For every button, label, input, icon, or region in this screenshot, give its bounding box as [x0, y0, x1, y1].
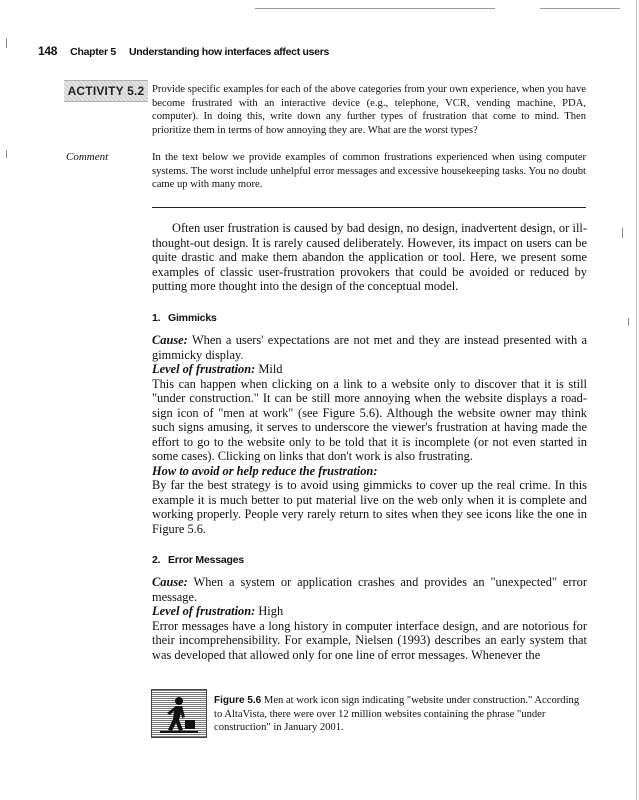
men-at-work-icon [151, 689, 207, 738]
margin-tick [6, 38, 7, 48]
margin-tick [6, 150, 7, 158]
cause-line [152, 575, 587, 604]
comment-label: Comment [66, 151, 109, 163]
section-heading-gimmicks [152, 312, 217, 324]
figure-caption [214, 694, 586, 735]
chapter-label: Chapter 5 [70, 46, 116, 58]
level-line [152, 604, 587, 619]
chapter-title: Understanding how interfaces affect users [128, 46, 330, 58]
how-to-avoid-text: By far the best strategy is to avoid using gimmicks to cover up the real crime. In this example it is much better to put material live on the web only when it is complete and working properly. People very rarely return to sites when they see icons like the one in Figure 5.6. [152, 478, 587, 536]
intro-paragraph: Often user frustration is caused by bad design, no design, inadvertent design, or ill-thought-out design. It is rarely caused deliberately. However, its impact on users can be quite drastic and make them abandon the application or tool. Here, we present some examples of classic user-frustration provokers that could be avoided or reduced by putting more thought into the design of the conceptual model. [152, 221, 587, 293]
section-paragraph: Error messages have a long history in computer interface design, and are notorious for their incomprehensibility. For example, Nielsen (1993) describes an early system that was developed that allowed only for one line of error messages. Whenever the [152, 618, 587, 662]
page-number: 148 [38, 44, 58, 58]
comment-text: In the text below we provide examples of common frustrations experienced when using computer systems. The worst include unhelpful error messages and excessive housekeeping tasks. You no doubt came up with many more. [152, 152, 586, 191]
margin-tick [622, 228, 623, 238]
top-scan-line-right [540, 8, 620, 9]
cause-text: When a system or application crashes and provides an "unexpected" error message. [152, 575, 588, 604]
section-number: 2. [152, 554, 161, 566]
activity-text: Provide specific examples for each of the above categories from your own experience, when you have become frustrated with an interactive device (e.g., telephone, VCR, vending machine, PDA, computer). In doing this, write down any further types of frustration that come to mind. Then prioritize them in terms of how annoying they are. What are the worst types? [152, 84, 586, 136]
cause-label: Cause: [152, 333, 188, 347]
right-scan-edge [636, 0, 637, 800]
men-at-work-graphic [152, 690, 206, 737]
cause-text: When a users' expectations are not met and they are instead presented with a gimmicky display. [152, 333, 588, 362]
section-title: Error Messages [168, 554, 244, 566]
comment-divider [152, 207, 586, 208]
section-body-gimmicks [152, 333, 587, 536]
level-value: High [258, 604, 284, 618]
running-header [38, 44, 329, 58]
cause-line [152, 333, 587, 362]
cause-label: Cause: [152, 575, 188, 589]
section-paragraph: This can happen when clicking on a link to a website only to discover that it is still "under construction." It can be still more annoying when the website displays a road-sign icon of "men at work" (see Figure 5.6). Although the website owner may think such signs amusing, it serves to underscore the viewer's frustration at having made the effort to go to the website only to be told that it is incomplete (or not even started in some cases). Clicking on links that don't work is also frustrating. [152, 376, 587, 463]
margin-tick [628, 318, 629, 326]
section-body-error-messages [152, 575, 587, 662]
level-label: Level of frustration: [152, 362, 256, 376]
section-title: Gimmicks [168, 312, 217, 324]
activity-badge: ACTIVITY 5.2 [64, 80, 148, 102]
figure-label: Figure 5.6 [214, 695, 262, 706]
level-line [152, 362, 587, 377]
level-value: Mild [258, 362, 283, 376]
figure-caption-text: Men at work icon sign indicating "website under construction." According to AltaVista, there were over 12 million websites containing the phrase "under construction" in January 2001. [214, 695, 580, 733]
level-label: Level of frustration: [152, 604, 256, 618]
top-scan-line [255, 8, 495, 9]
how-to-avoid-label: How to avoid or help reduce the frustration: [152, 463, 378, 478]
section-heading-error-messages [152, 554, 244, 566]
section-number: 1. [152, 312, 161, 324]
